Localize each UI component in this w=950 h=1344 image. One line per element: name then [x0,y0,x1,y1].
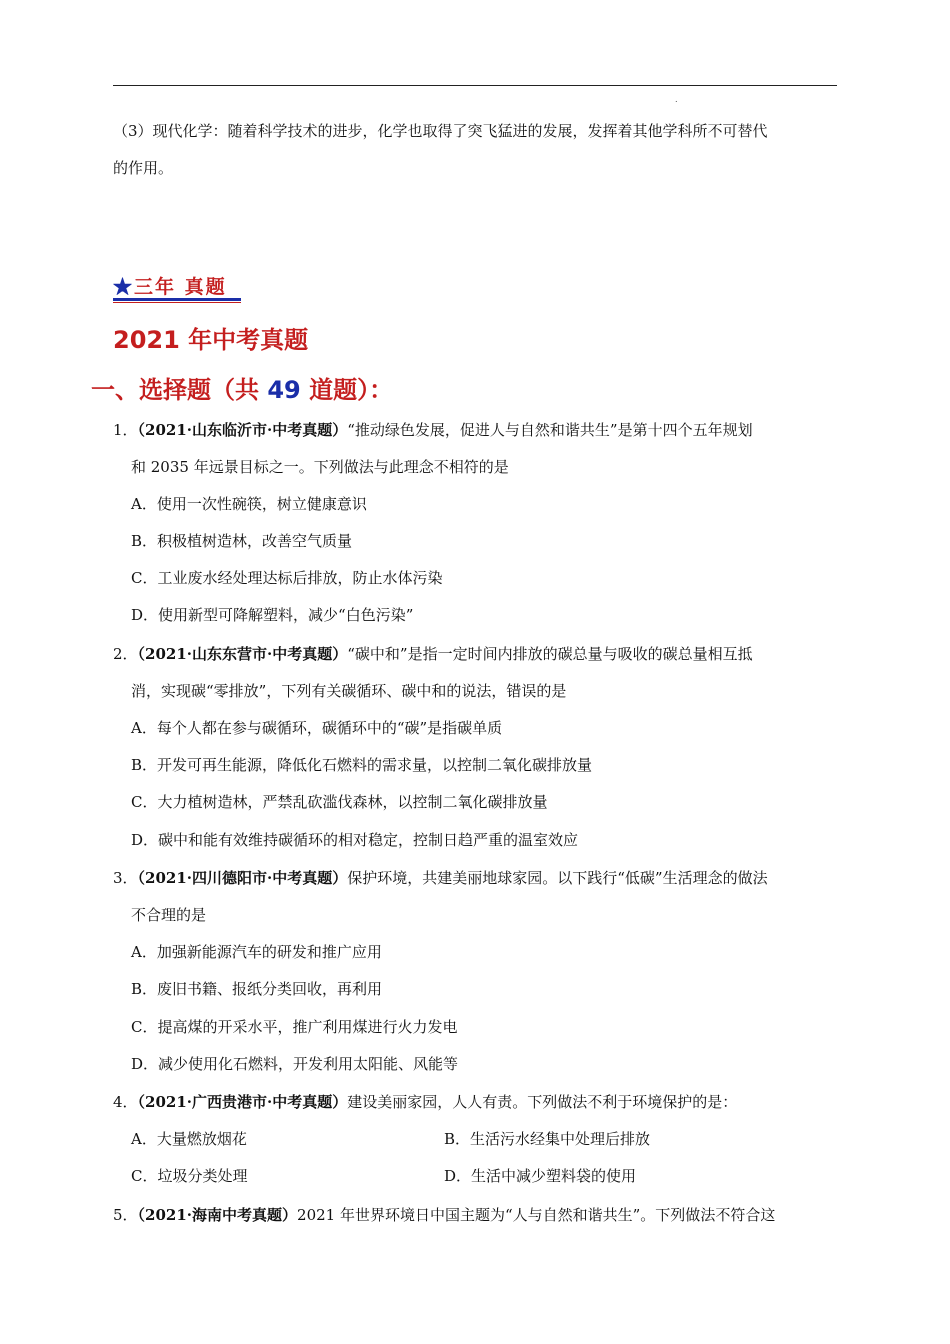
question-source: （2021·山东临沂市·中考真题） [137,421,348,439]
question-2-option-a: A．每个人都在参与碳循环，碳循环中的“碳”是指碳单质 [131,719,503,737]
question-source: （2021·海南中考真题） [137,1206,298,1224]
question-number: 1． [113,421,138,439]
question-4-option-b: B．生活污水经集中处理后排放 [444,1130,651,1148]
question-3-option-c: C．提高煤的开采水平，推广利用煤进行火力发电 [131,1018,458,1036]
section-title-prefix: 一、选择题（共 [91,376,268,404]
question-number: 5． [113,1206,138,1224]
question-text: 2021 年世界环境日中国主题为“人与自然和谐共生”。下列做法不符合这 [297,1206,776,1224]
header-dot: . [675,95,678,104]
question-source: （2021·广西贵港市·中考真题） [137,1093,348,1111]
question-2-option-d: D．碳中和能有效维持碳循环的相对稳定，控制日趋严重的温室效应 [131,831,579,849]
question-1-option-d: D．使用新型可降解塑料，减少“白色污染” [131,606,414,624]
heading-underline [113,298,241,301]
question-2-option-b: B．开发可再生能源，降低化石燃料的需求量，以控制二氧化碳排放量 [131,756,593,774]
question-1-line-1 [113,412,838,449]
section-question-count: 49 [267,376,301,404]
question-1-option-c: C．工业废水经处理达标后排放，防止水体污染 [131,569,443,587]
question-4-option-c: C．垃圾分类处理 [131,1167,248,1185]
question-3-option-b: B．废旧书籍、报纸分类回收，再利用 [131,980,383,998]
intro-line-2: 的作用。 [113,159,174,177]
three-year-heading-text: 三年 真题 [134,276,227,298]
header-rule [113,85,837,86]
star-icon: ★ [113,276,135,298]
three-year-heading [113,272,227,299]
question-1-option-a: A．使用一次性碗筷，树立健康意识 [131,495,367,513]
intro-line-1: （3）现代化学：随着科学技术的进步，化学也取得了突飞猛进的发展，发挥着其他学科所不可替代 [113,122,768,140]
question-3-option-d: D．减少使用化石燃料，开发利用太阳能、风能等 [131,1055,459,1073]
question-number: 4． [113,1093,138,1111]
question-text: “碳中和”是指一定时间内排放的碳总量与吸收的碳总量相互抵 [347,645,753,663]
year-title: 2021 年中考真题 [113,326,309,354]
question-1-option-b: B．积极植树造林，改善空气质量 [131,532,353,550]
question-5-line-1 [113,1197,838,1234]
question-1-line-2: 和 2035 年远景目标之一。下列做法与此理念不相符的是 [131,458,509,476]
question-2-option-c: C．大力植树造林，严禁乱砍滥伐森林，以控制二氧化碳排放量 [131,793,548,811]
question-source: （2021·四川德阳市·中考真题） [137,869,348,887]
question-text: 保护环境，共建美丽地球家园。以下践行“低碳”生活理念的做法 [347,869,768,887]
question-3-option-a: A．加强新能源汽车的研发和推广应用 [131,943,382,961]
question-2-line-1 [113,636,838,673]
question-3-line-2: 不合理的是 [131,906,207,924]
question-2-line-2: 消，实现碳“零排放”，下列有关碳循环、碳中和的说法，错误的是 [131,682,567,700]
question-4-option-d: D．生活中减少塑料袋的使用 [444,1167,637,1185]
question-4-option-a: A．大量燃放烟花 [131,1130,247,1148]
section-title-suffix: 道题）： [300,376,394,404]
question-text: 建设美丽家园，人人有责。下列做法不利于环境保护的是： [347,1093,738,1111]
question-number: 2． [113,645,138,663]
question-4-line-1 [113,1084,838,1121]
section-title [91,370,393,405]
question-number: 3． [113,869,138,887]
heading-underline-accent [113,302,241,303]
question-source: （2021·山东东营市·中考真题） [137,645,348,663]
question-3-line-1 [113,860,838,897]
question-text: “推动绿色发展，促进人与自然和谐共生”是第十四个五年规划 [347,421,753,439]
